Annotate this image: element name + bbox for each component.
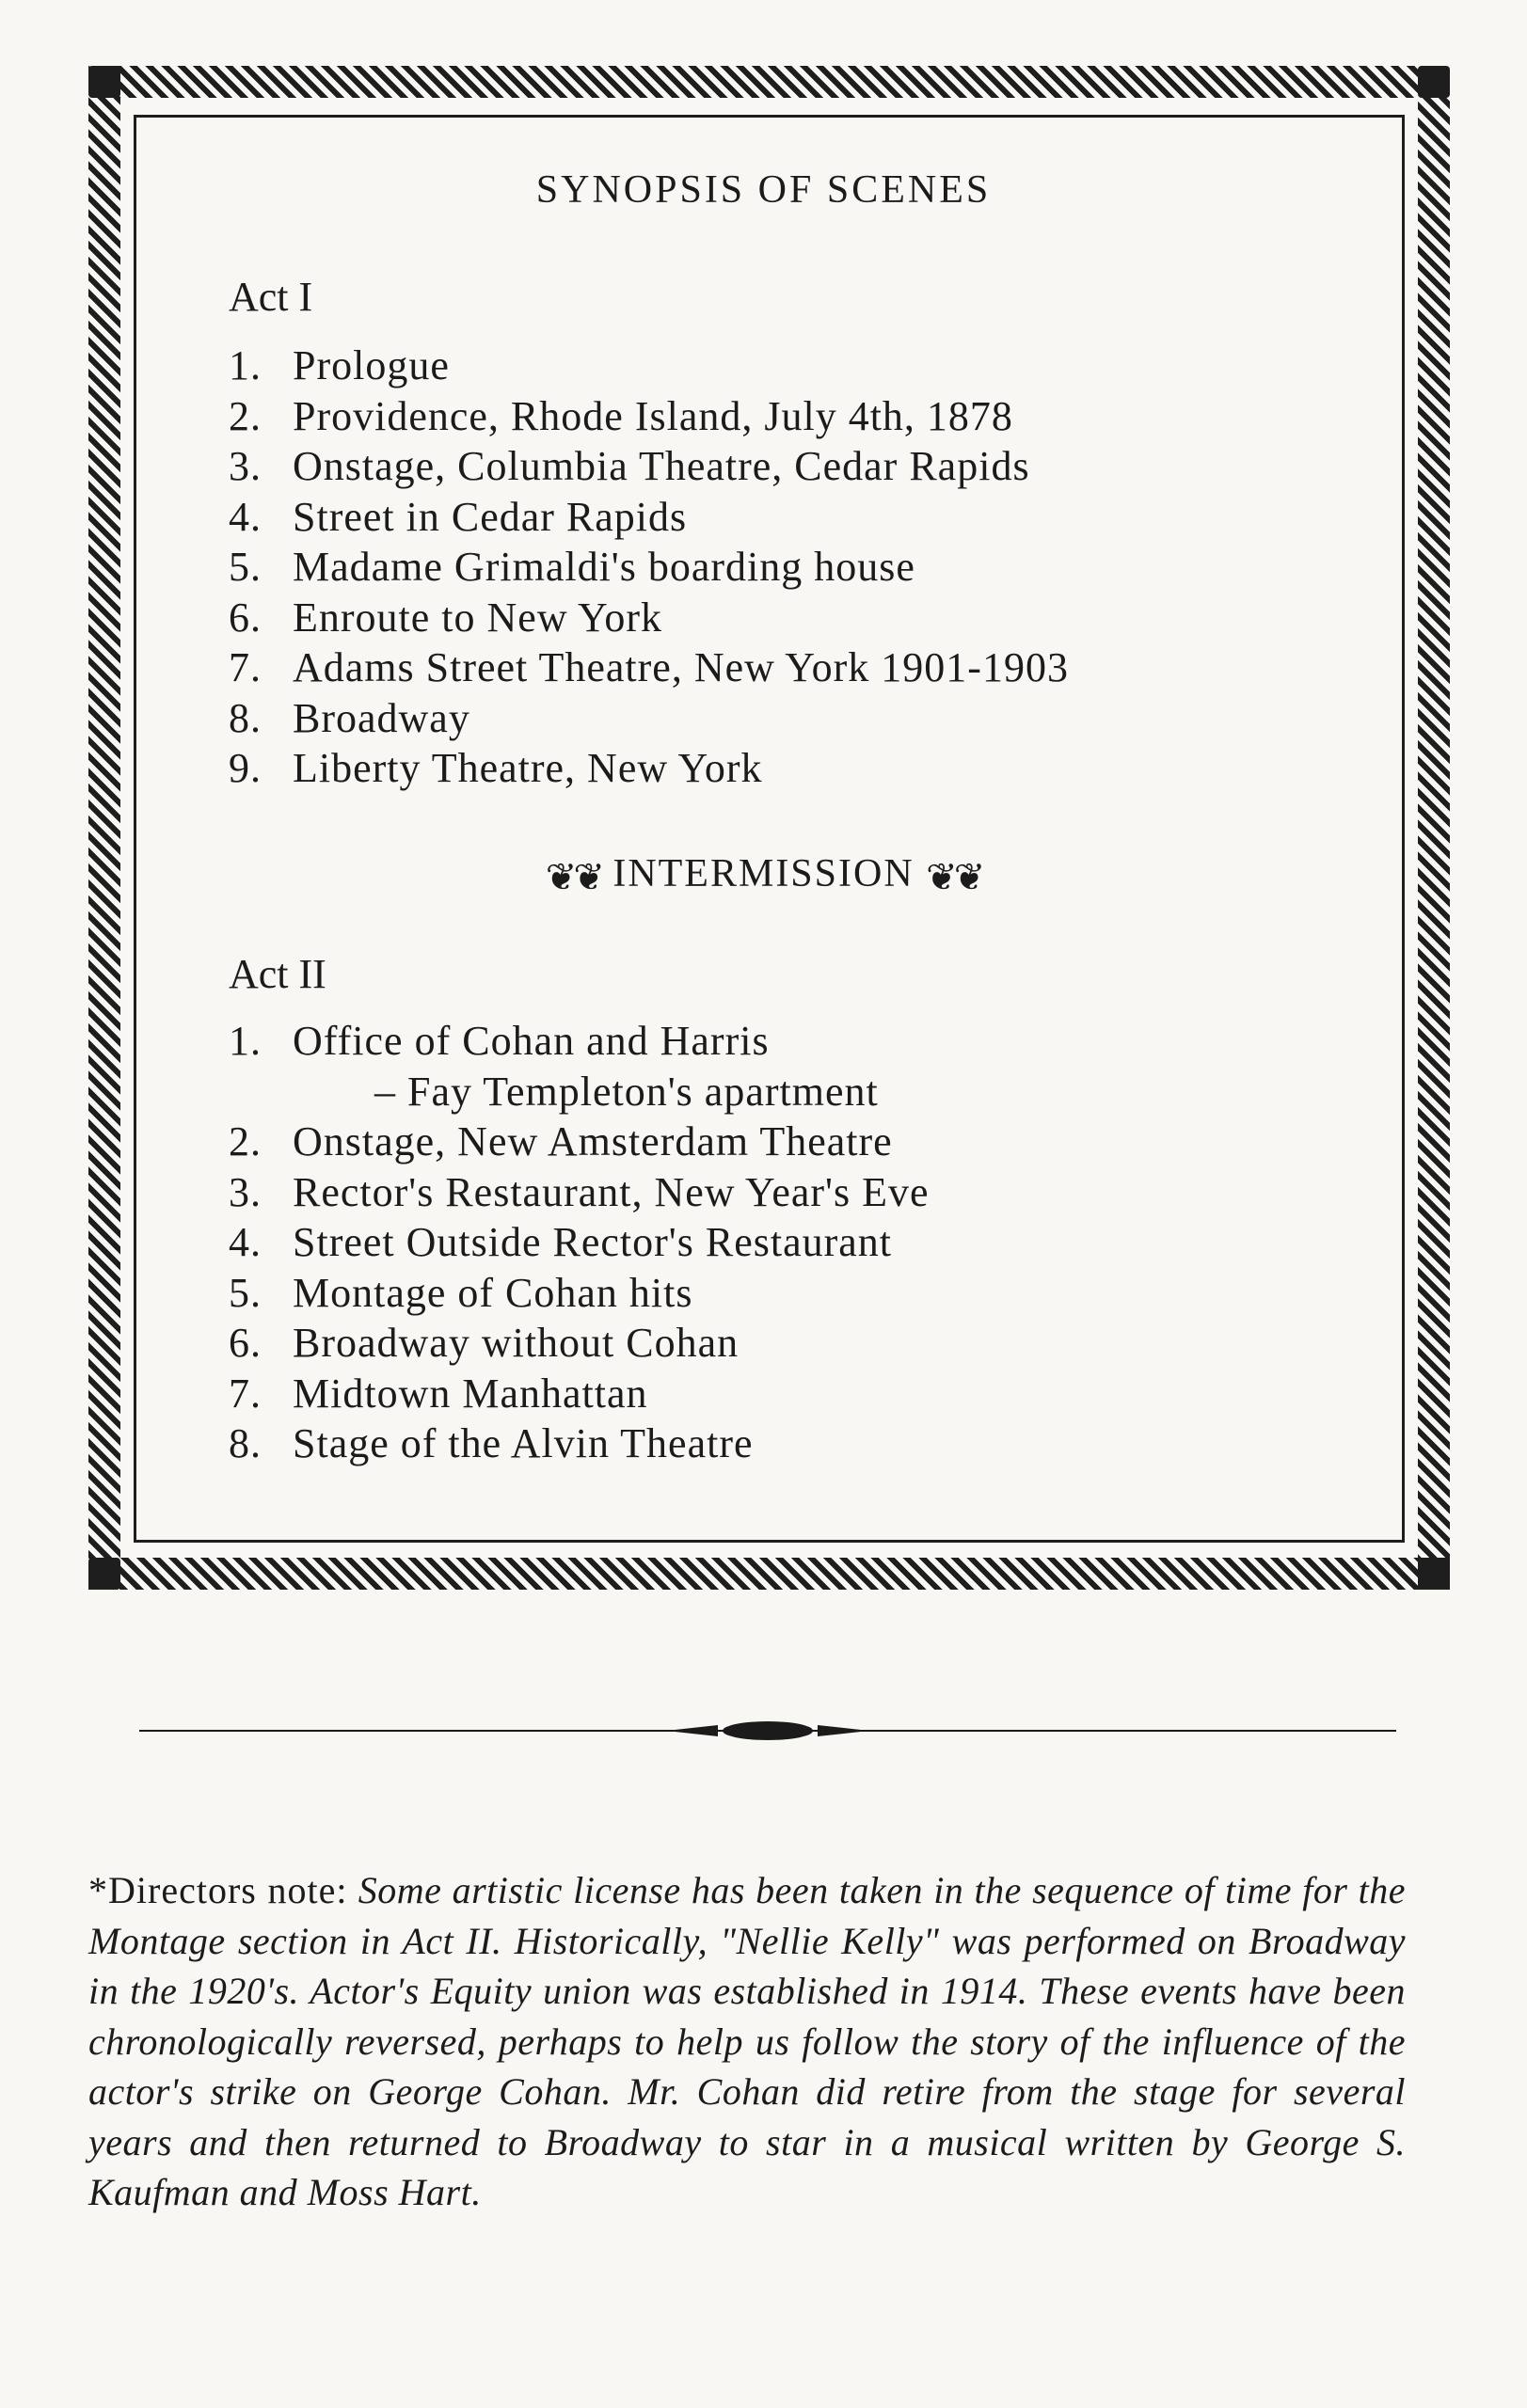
list-item: 2. Providence, Rhode Island, July 4th, 1878 [229, 392, 1013, 439]
list-item: 5. Montage of Cohan hits [229, 1269, 693, 1316]
knot-ornament-icon: ❦❦ [926, 855, 982, 898]
knot-ornament-icon: ❦❦ [545, 855, 601, 898]
act-2-heading: Act II [229, 951, 326, 997]
corner-ornament-icon [1418, 1558, 1450, 1590]
list-item: 8. Broadway [229, 694, 470, 741]
list-item: 7. Midtown Manhattan [229, 1370, 648, 1417]
act-2-scene-list [229, 1016, 929, 1469]
list-item: 4. Street in Cedar Rapids [229, 493, 688, 540]
directors-note [88, 1865, 1406, 2218]
corner-ornament-icon [1418, 66, 1450, 98]
list-item: 1. Office of Cohan and Harris [229, 1018, 770, 1064]
corner-ornament-icon [88, 66, 120, 98]
list-item: 5. Madame Grimaldi's boarding house [229, 544, 915, 590]
list-item: 7. Adams Street Theatre, New York 1901-1903 [229, 644, 1069, 690]
list-item: 6. Enroute to New York [229, 594, 662, 641]
list-item: 3. Rector's Restaurant, New Year's Eve [229, 1168, 930, 1215]
act-1-scene-list [229, 341, 1069, 794]
list-item: 2. Onstage, New Amsterdam Theatre [229, 1118, 893, 1164]
list-item: 9. Liberty Theatre, New York [229, 745, 763, 791]
directors-note-label: *Directors note: [88, 1869, 348, 1911]
list-item: 3. Onstage, Columbia Theatre, Cedar Rapids [229, 443, 1030, 489]
list-item: 6. Broadway without Cohan [229, 1320, 740, 1366]
intermission-heading: ❦❦ INTERMISSION ❦❦ [545, 852, 982, 898]
page-title: SYNOPSIS OF SCENES [535, 168, 992, 212]
list-item: 1. Prologue [229, 342, 450, 388]
directors-note-body: Some artistic license has been taken in the sequence of time for the Montage section in Act II. Historically, "Nellie Kelly" was performed on Broadway in the 1920's. Actor's Equity union was established in 1914. These events have been chronologically reversed, perhaps to help us follow the story of the influence of the actor's strike on George Cohan. Mr. Cohan did retire from the stage for several years and then returned to Broadway to star in a musical written by George S. Kaufman and Moss Hart. [88, 1869, 1407, 2213]
list-item: 8. Stage of the Alvin Theatre [229, 1420, 754, 1466]
corner-ornament-icon [88, 1558, 120, 1590]
list-item-subtext: – Fay Templeton's apartment [374, 1068, 879, 1115]
ornamental-divider [139, 1712, 1396, 1750]
act-1-heading: Act I [229, 274, 313, 320]
list-item: 4. Street Outside Rector's Restaurant [229, 1219, 893, 1265]
